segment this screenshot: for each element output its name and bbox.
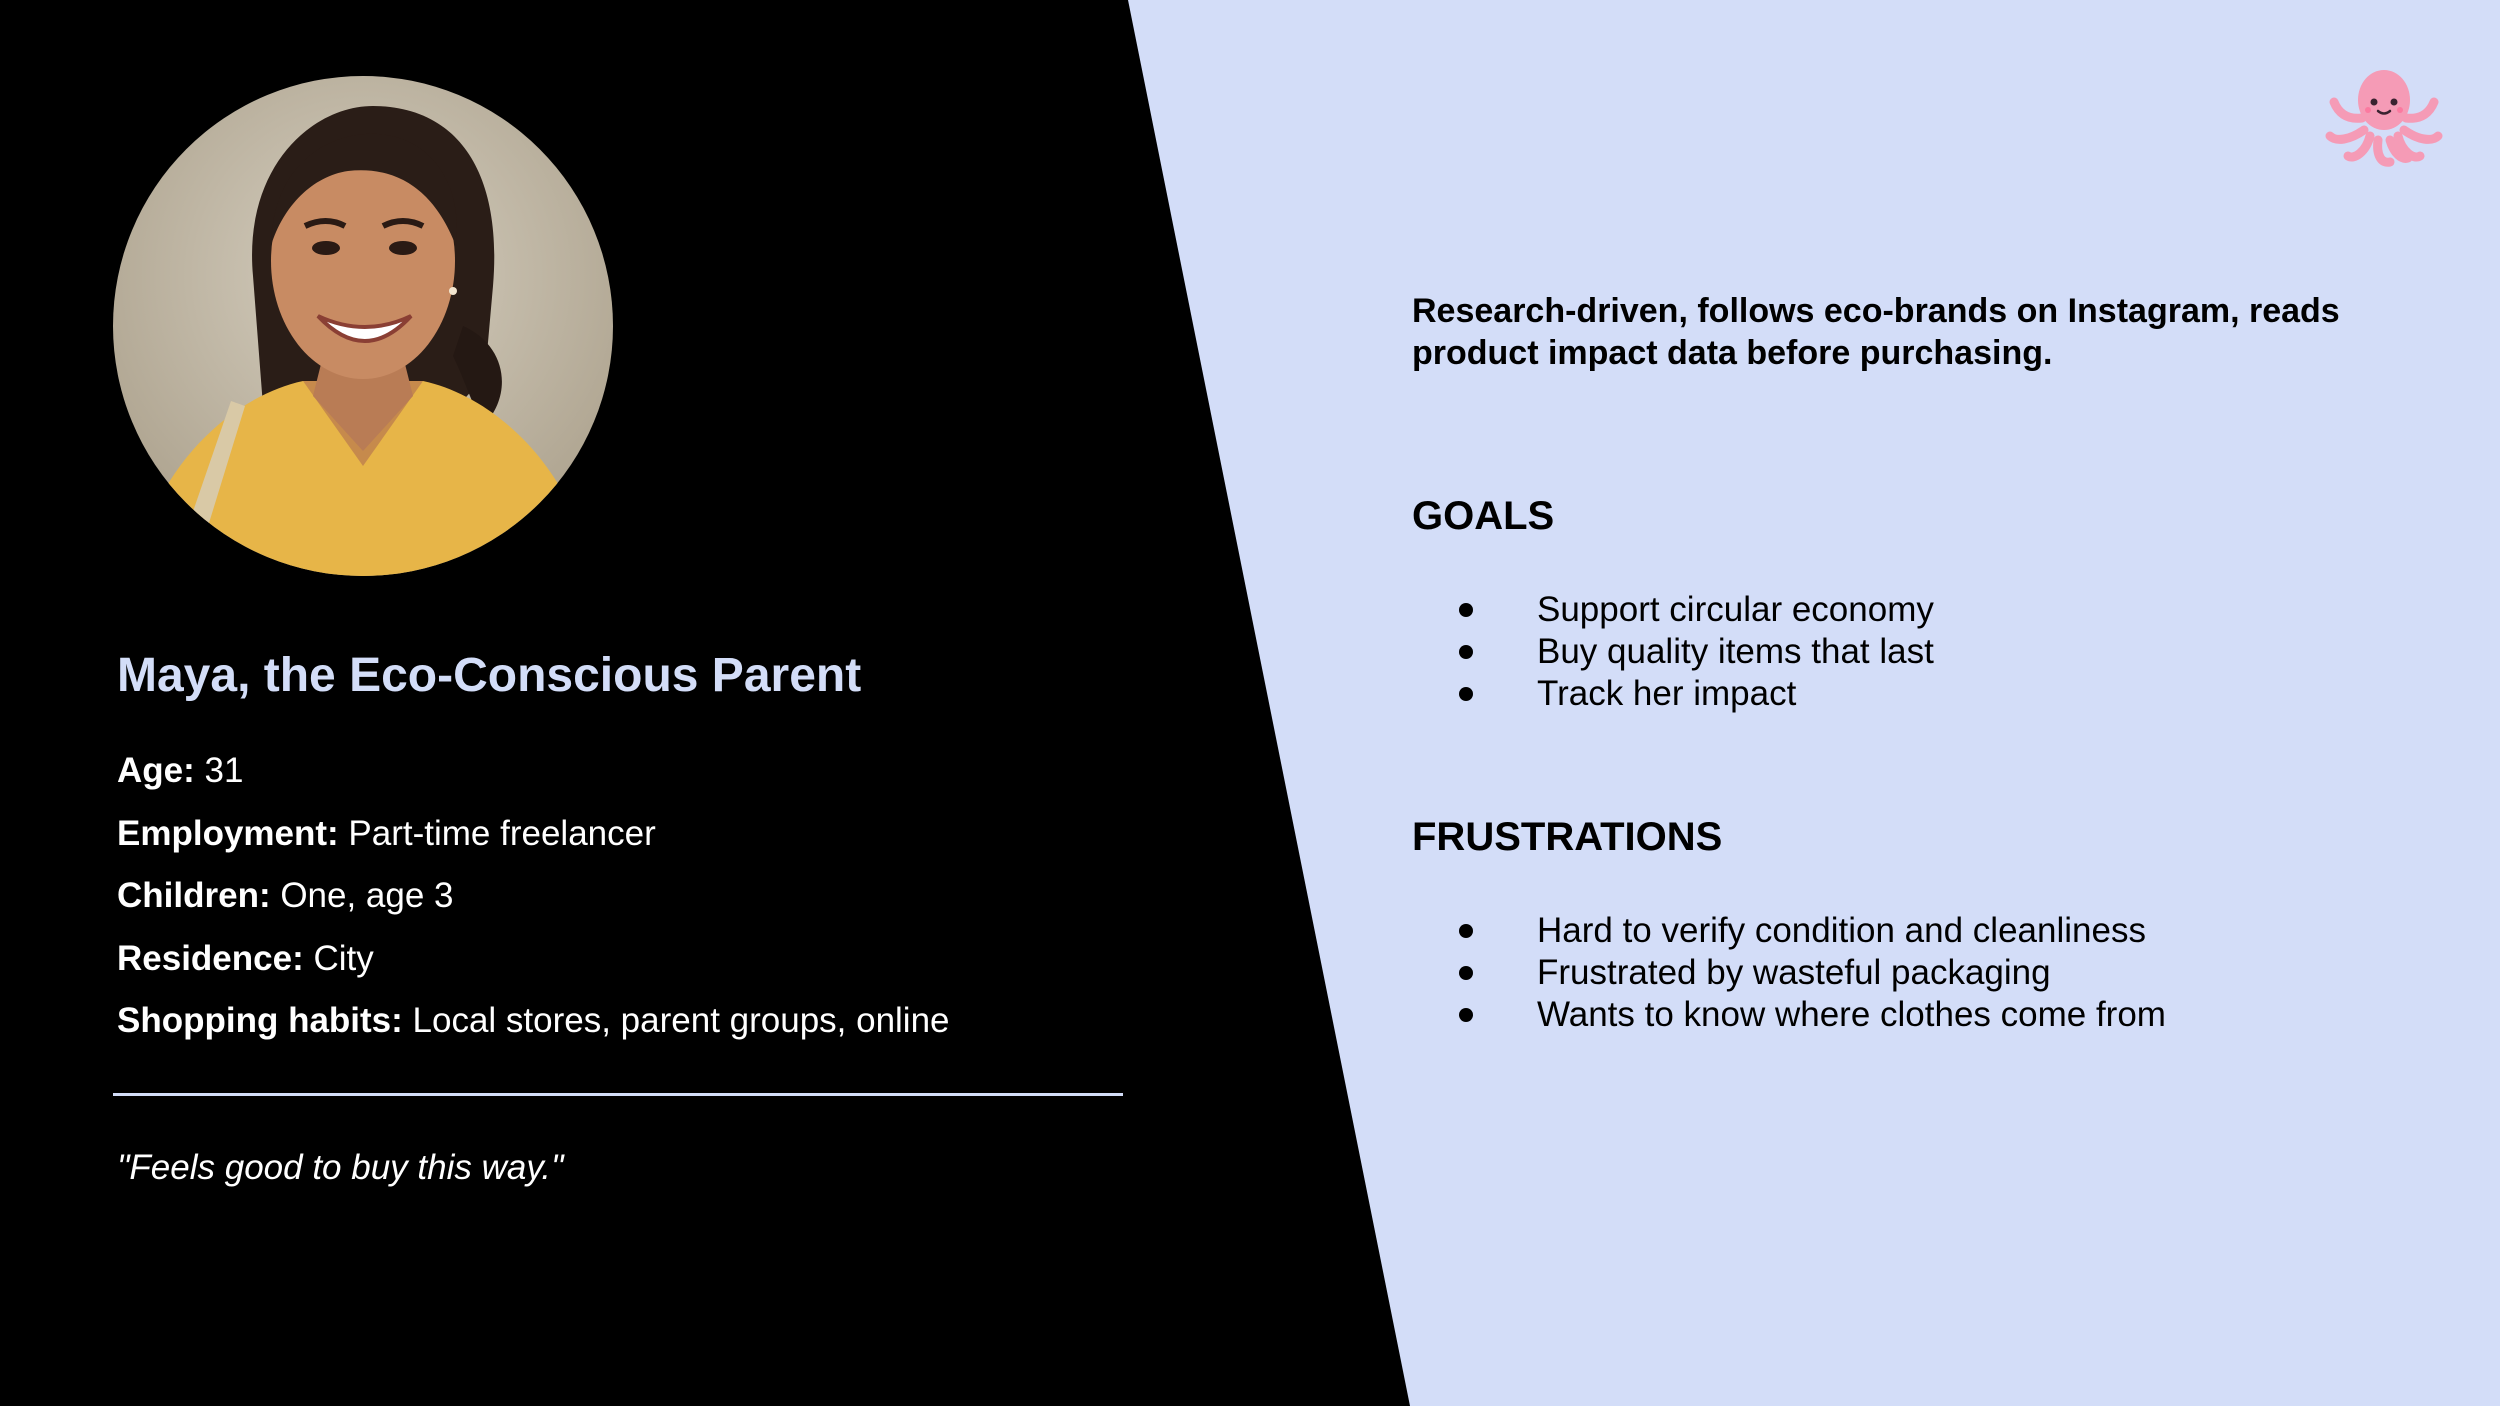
detail-label: Age: bbox=[117, 751, 195, 790]
detail-value: Local stores, parent groups, online bbox=[402, 1001, 950, 1040]
detail-label: Residence: bbox=[117, 938, 304, 978]
detail-label: Employment: bbox=[117, 813, 339, 853]
list-item bbox=[1412, 589, 1934, 631]
persona-summary: Research-driven, follows eco-brands on Instagram, reads product impact data before purchasing. bbox=[1412, 292, 2340, 372]
detail-label: Children: bbox=[117, 876, 271, 915]
bullet-icon bbox=[1459, 645, 1473, 659]
bullet-icon bbox=[1459, 1008, 1473, 1022]
list-item bbox=[1412, 673, 1934, 715]
bullet-icon bbox=[1459, 966, 1473, 980]
detail-value: One, age 3 bbox=[270, 876, 454, 915]
persona-quote: "Feels good to buy this way." bbox=[117, 1148, 564, 1187]
octopus-logo-icon bbox=[2324, 56, 2444, 172]
detail-age bbox=[117, 740, 950, 803]
persona-name: Maya, the Eco-Conscious Parent bbox=[117, 649, 862, 702]
detail-employment bbox=[117, 803, 950, 866]
frustration-text: Hard to verify condition and cleanliness bbox=[1537, 911, 2146, 950]
persona-details bbox=[117, 740, 950, 1053]
goal-text: Track her impact bbox=[1537, 674, 1797, 713]
bullet-icon bbox=[1459, 924, 1473, 938]
detail-value: Part-time freelancer bbox=[338, 813, 656, 853]
bullet-icon bbox=[1459, 603, 1473, 617]
bullet-icon bbox=[1459, 687, 1473, 701]
detail-value: City bbox=[303, 938, 374, 978]
list-item bbox=[1412, 994, 2166, 1036]
frustration-text: Frustrated by wasteful packaging bbox=[1537, 953, 2051, 992]
goals-heading: GOALS bbox=[1412, 494, 1555, 538]
frustration-text: Wants to know where clothes come from bbox=[1537, 995, 2166, 1034]
list-item bbox=[1412, 952, 2166, 994]
detail-shopping-habits bbox=[117, 990, 950, 1053]
detail-residence bbox=[117, 928, 950, 991]
detail-children bbox=[117, 865, 950, 928]
goal-text: Buy quality items that last bbox=[1537, 632, 1934, 671]
list-item bbox=[1412, 631, 1934, 673]
goal-text: Support circular economy bbox=[1537, 590, 1934, 629]
detail-value: 31 bbox=[194, 751, 244, 790]
detail-label: Shopping habits: bbox=[117, 1001, 403, 1040]
divider bbox=[113, 1093, 1123, 1096]
frustrations-list bbox=[1412, 910, 2166, 1036]
goals-list bbox=[1412, 589, 1934, 715]
frustrations-heading: FRUSTRATIONS bbox=[1412, 815, 1723, 859]
list-item bbox=[1412, 910, 2166, 952]
persona-photo bbox=[113, 76, 613, 576]
